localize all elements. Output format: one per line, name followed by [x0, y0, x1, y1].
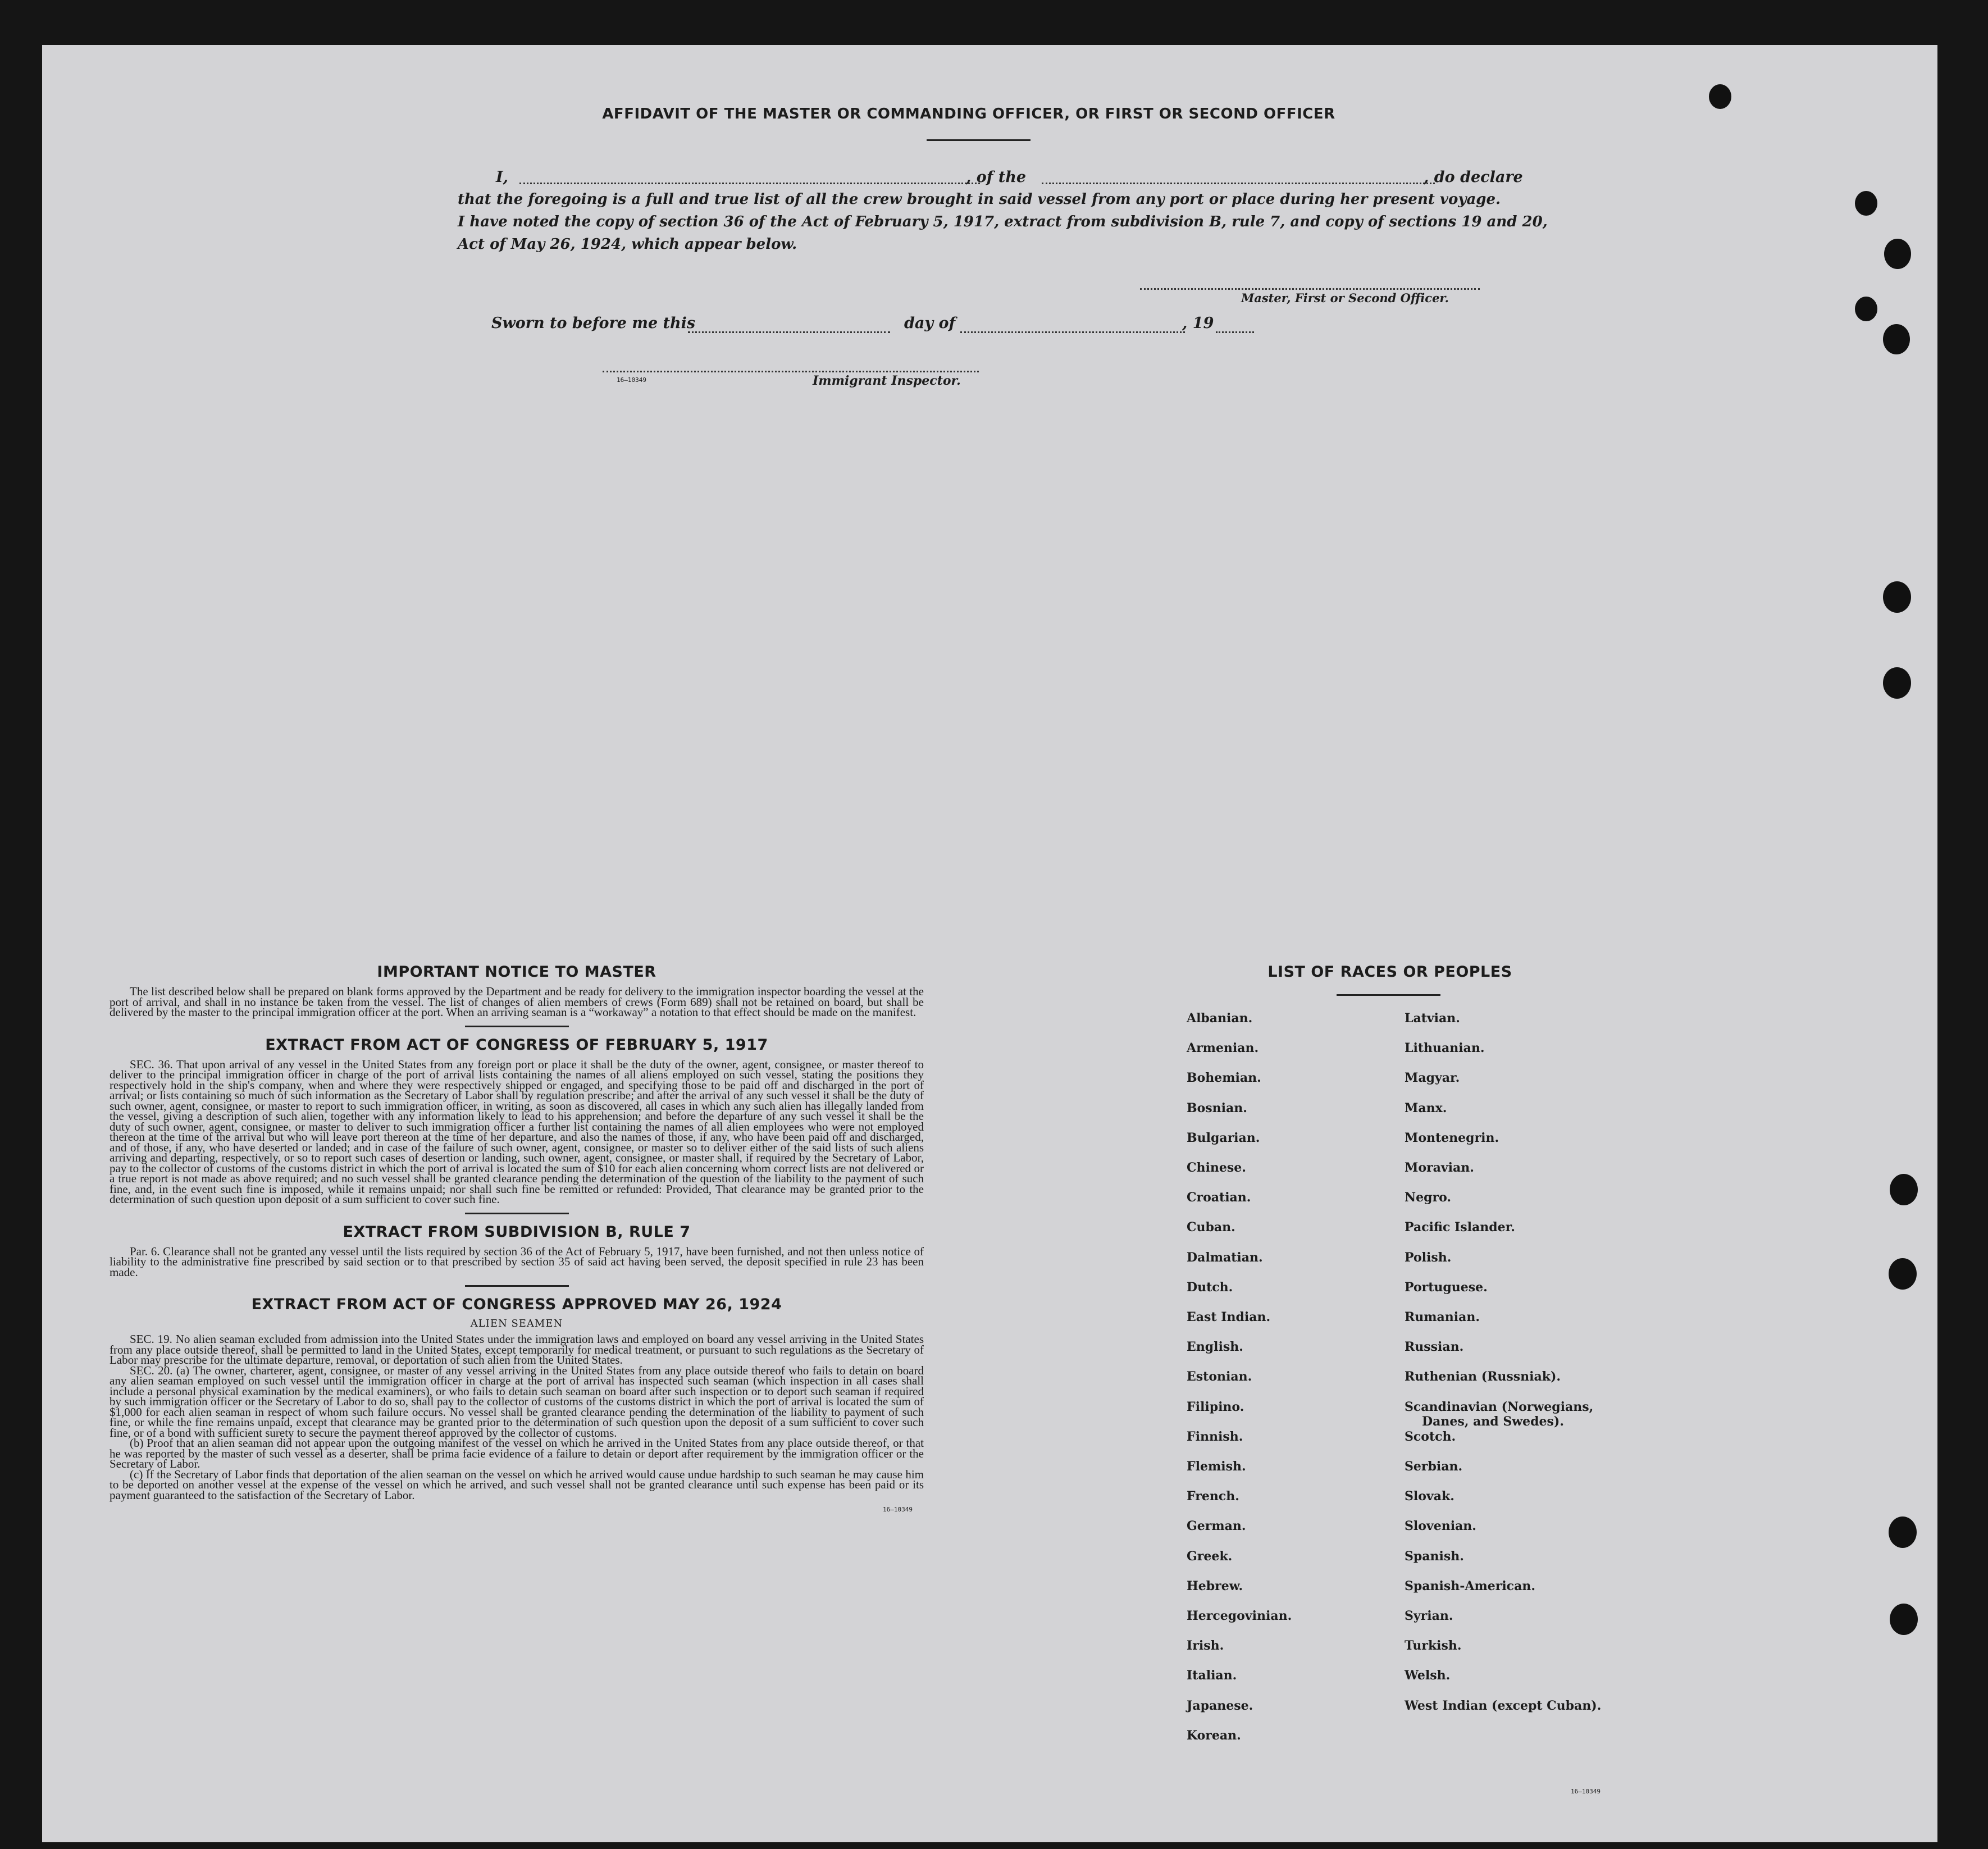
name-field[interactable] — [519, 183, 980, 184]
race-item: Welsh. — [1405, 1668, 1451, 1683]
affidavit-line4: Act of May 26, 1924, which appear below. — [458, 236, 797, 253]
race-item: Manx. — [1405, 1100, 1447, 1115]
sworn-year-field[interactable] — [1216, 331, 1254, 333]
race-item: Filipino. — [1187, 1399, 1244, 1414]
sec19-text: SEC. 19. No alien seaman excluded from admission into the United States under the immigration laws and employed on board any vessel arriving in the United States from any place outside thereof, shall be permitted to land in the United States, except temporarily for medical treatment, or pursuant to such regulations as the Secretary of Labor may prescribe for the ultimate departure, removal, or deportation of such alien from the United States. — [110, 1332, 924, 1367]
race-item: Danes, and Swedes). — [1422, 1414, 1564, 1429]
race-item: Bulgarian. — [1187, 1130, 1260, 1145]
punch-hole — [1890, 1174, 1918, 1205]
race-item: Montenegrin. — [1405, 1130, 1499, 1145]
extract1924-form-number: 16—10349 — [883, 1506, 913, 1513]
race-item: Japanese. — [1187, 1698, 1253, 1713]
race-item: Latvian. — [1405, 1011, 1460, 1026]
affidavit-form-number: 16—10349 — [617, 376, 646, 384]
race-item: Croatian. — [1187, 1190, 1251, 1205]
punch-hole — [1709, 84, 1731, 109]
race-item: Slovenian. — [1405, 1519, 1476, 1534]
punch-hole — [1889, 1258, 1917, 1290]
race-item: East Indian. — [1187, 1310, 1271, 1324]
race-item: Armenian. — [1187, 1041, 1259, 1056]
races-title-underline — [1337, 994, 1440, 996]
race-item: Portuguese. — [1405, 1279, 1488, 1295]
race-item: Irish. — [1187, 1638, 1224, 1654]
race-item: Italian. — [1187, 1668, 1237, 1683]
race-item: Korean. — [1187, 1728, 1241, 1743]
affidavit-line1-declare: , do declare — [1424, 168, 1523, 186]
sec20b-text: (b) Proof that an alien seaman did not appear upon the outgoing manifest of the vessel on which he arrived in the United States from any place outside thereof, or that he was reported by the master of such vessel as a deserter, shall be prima facie evidence of a failure to detain or deport after requirement by the immigration officer or the Secretary of Labor. — [110, 1436, 924, 1470]
signature-label: Master, First or Second Officer. — [1241, 291, 1449, 305]
sworn-day-label: day of — [904, 315, 956, 332]
race-item: Cuban. — [1187, 1220, 1235, 1235]
rule7-title: EXTRACT FROM SUBDIVISION B, RULE 7 — [343, 1223, 691, 1241]
punch-hole — [1883, 667, 1911, 699]
section-divider — [465, 1285, 569, 1287]
sec20c-text: (c) If the Secretary of Labor finds that deportation of the alien seaman on the vessel on which he arrived would cause undue hardship to such seaman he may cause him to be deported on another vessel at the expense of the vessel on which he arrived, and such vessel shall not be granted clearance until such expense has been paid or its payment guaranteed to the satisfaction of the Secretary of Labor. — [110, 1467, 924, 1502]
punch-hole — [1855, 297, 1877, 321]
section-divider — [465, 1213, 569, 1214]
extract1924-subtitle: ALIEN SEAMEN — [470, 1318, 563, 1329]
signature-line[interactable] — [1140, 288, 1480, 290]
notice-text: The list described below shall be prepared on blank forms approved by the Department and be ready for delivery to the immigration inspector boarding the vessel at the port of arrival, and shall in no instance be taken from the vessel. The list of changes of alien members of crews (Form 689) shall not be retained on board, but shall be delivered by the master to the principal immigration officer at the port. When an arriving seaman is a “workaway” a notation to that effect should be made on the manifest. — [110, 985, 924, 1019]
race-item: English. — [1187, 1340, 1243, 1355]
race-item: Estonian. — [1187, 1369, 1252, 1385]
affidavit-title: AFFIDAVIT OF THE MASTER OR COMMANDING OFFICER, OR FIRST OR SECOND OFFICER — [602, 106, 1335, 122]
race-item: Turkish. — [1405, 1638, 1462, 1654]
section-divider — [465, 1026, 569, 1027]
title-underline — [927, 139, 1031, 141]
inspector-label: Immigrant Inspector. — [813, 374, 961, 388]
race-item: Slovak. — [1405, 1489, 1454, 1504]
race-item: German. — [1187, 1519, 1246, 1534]
races-title: LIST OF RACES OR PEOPLES — [1267, 963, 1512, 981]
race-item: Serbian. — [1405, 1459, 1463, 1474]
race-item: Bohemian. — [1187, 1071, 1261, 1086]
rule7-text: Par. 6. Clearance shall not be granted any vessel until the lists required by section 36 of the Act of February 5, 1917, have been furnished, and not then unless notice of liability to the administrative fine prescribed by said section or to that prescribed by section 35 of said act having been served, the deposit specified in rule 23 has been made. — [110, 1244, 924, 1279]
punch-hole — [1884, 239, 1911, 269]
race-item: Greek. — [1187, 1549, 1233, 1564]
vessel-field[interactable] — [1042, 183, 1435, 184]
extract1917-text: SEC. 36. That upon arrival of any vessel in the United States from any foreign port or place it shall be the duty of the owner, agent, consignee, or master thereof to deliver to the principal immigration officer in charge of the port of arrival lists containing the names of all aliens employed on such vessel, stating the positions they respectively hold in the ship's company, when and where they were respectively shipped or engaged, and specifying those to be paid off and discharged in the port of arrival; or lists containing so much of such information as the Secretary of Labor shall by regulation prescribe; and after the arrival of any such vessel it shall be the duty of such owner, agent, consignee, or master to report to such immigration officer, in writing, as soon as discovered, all cases in which any such alien has illegally landed from the vessel, giving a description of such alien, together with any information likely to lead to his apprehension; and before the departure of any such vessel it shall be the duty of such owner, agent, consignee, or master to deliver to such immigration officer a further list containing the names of all alien employees who were not employed thereon at the time of the arrival but who will leave port thereon at the time of her departure, and also the names of those, if any, who have been paid off and discharged, and of those, if any, who have deserted or landed; and in case of the failure of such owner, agent, consignee, or master so to deliver either of the said lists of such aliens arriving and departing, respectively, or so to report such cases of desertion or landing, such owner, agent, consignee, or master shall, if required by the Secretary of Labor, pay to the collector of customs of the customs district in which the port of arrival is located the sum of $10 for each alien concerning whom correct lists are not delivered or a true report is not made as above required; and no such vessel shall be granted clearance pending the determination of the question of the liability to the payment of such fine, and, in the event such fine is imposed, while it remains unpaid; nor shall such fine be remitted or refunded: Provided, That clearance may be granted prior to the determination of such question upon deposit of a sum sufficient to cover such fine. — [110, 1057, 924, 1206]
notice-title: IMPORTANT NOTICE TO MASTER — [377, 963, 656, 981]
race-item: West Indian (except Cuban). — [1405, 1698, 1602, 1713]
race-item: Rumanian. — [1405, 1310, 1480, 1324]
affidavit-line1-of: , of the — [966, 168, 1027, 186]
race-item: Hebrew. — [1187, 1578, 1243, 1593]
sworn-day-field[interactable] — [688, 331, 890, 333]
race-item: Spanish-American. — [1405, 1578, 1535, 1593]
extract1917-title: EXTRACT FROM ACT OF CONGRESS OF FEBRUARY 5, 1917 — [265, 1036, 768, 1054]
race-item: Dalmatian. — [1187, 1250, 1263, 1265]
race-item: Ruthenian (Russniak). — [1405, 1369, 1561, 1385]
extract1924-title: EXTRACT FROM ACT OF CONGRESS APPROVED MAY 26, 1924 — [251, 1296, 782, 1313]
legal-column — [110, 963, 924, 1513]
punch-hole — [1883, 324, 1910, 354]
race-item: Syrian. — [1405, 1609, 1453, 1623]
affidavit-line3: I have noted the copy of section 36 of the Act of February 5, 1917, extract from subdivision B, rule 7, and copy of sections 19 and 20, — [458, 213, 1548, 230]
race-item: Negro. — [1405, 1190, 1452, 1205]
race-item: Flemish. — [1187, 1459, 1246, 1474]
race-item: Dutch. — [1187, 1279, 1233, 1295]
sworn-month-field[interactable] — [960, 331, 1185, 333]
race-item: Scandinavian (Norwegians, — [1405, 1399, 1594, 1414]
punch-hole — [1855, 191, 1877, 216]
race-item: Polish. — [1405, 1250, 1452, 1265]
race-item: Magyar. — [1405, 1071, 1460, 1086]
race-item: Spanish. — [1405, 1549, 1464, 1564]
races-form-number: 16—10349 — [1571, 1788, 1601, 1795]
race-item: Chinese. — [1187, 1160, 1246, 1175]
affidavit-line2: that the foregoing is a full and true list of all the crew brought in said vessel from any port or place during her present voyage. — [458, 191, 1501, 208]
race-item: Finnish. — [1187, 1429, 1243, 1444]
sworn-prefix: Sworn to before me this — [491, 315, 696, 332]
sworn-year-label: , 19 — [1182, 315, 1214, 332]
punch-hole — [1883, 581, 1911, 613]
sec20a-text: SEC. 20. (a) The owner, charterer, agent, consignee, or master of any vessel arriving in the United States from any place outside thereof who fails to detain on board any alien seaman employed on such vessel until the immigration officer in charge at the port of arrival has inspected such seaman (which inspection in all cases shall include a personal physical examination by the medical examiners), or who fails to detain such seaman on board after such inspection or to deport such seaman if required by such immigration officer or the Secretary of Labor to do so, shall pay to the collector of customs of the customs district in which the port of arrival is located the sum of $1,000 for each alien seaman in respect of whom such failure occurs. No vessel shall be granted clearance pending the determination of the liability to payment of such fine, or while the fine remains unpaid, except that clearance may be granted prior to the determination of such question upon the deposit of a sum sufficient to cover such fine, or of a bond with sufficient surety to secure the payment thereof approved by the collector of customs. — [110, 1363, 924, 1440]
inspector-signature-line[interactable] — [603, 371, 979, 372]
race-item: French. — [1187, 1489, 1239, 1504]
race-item: Hercegovinian. — [1187, 1609, 1292, 1623]
race-item: Scotch. — [1405, 1429, 1456, 1444]
punch-hole — [1889, 1516, 1917, 1548]
race-item: Pacific Islander. — [1405, 1220, 1515, 1235]
punch-hole — [1890, 1604, 1918, 1635]
affidavit-line1-i: I, — [496, 168, 509, 186]
race-item: Russian. — [1405, 1340, 1464, 1355]
race-item: Moravian. — [1405, 1160, 1474, 1175]
document-page — [42, 45, 1937, 1842]
race-item: Bosnian. — [1187, 1100, 1247, 1115]
race-item: Albanian. — [1187, 1011, 1253, 1026]
race-item: Lithuanian. — [1405, 1041, 1485, 1056]
